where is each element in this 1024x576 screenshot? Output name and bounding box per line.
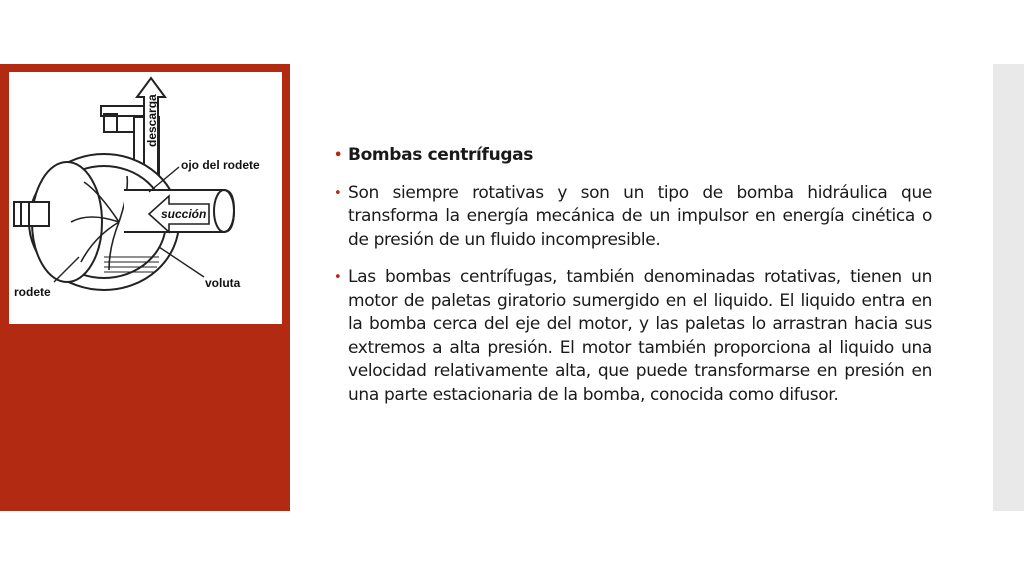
bullet-item (334, 266, 932, 407)
bullet-glyph: • (334, 185, 342, 201)
bullet-list (334, 144, 932, 421)
bullet-text: Son siempre rotativas y son un tipo de bomba hidráulica que transforma la energía mecánica de un impulsor en energía cinética o de presión de un fluido incompresible. (348, 182, 932, 250)
pump-diagram (9, 72, 282, 324)
label-ojo-del-rodete: ojo del rodete (181, 158, 260, 172)
centrifugal-pump-illustration (9, 72, 282, 324)
label-succion: succión (161, 207, 207, 221)
bullet-glyph: • (334, 270, 342, 285)
label-descarga: descarga (145, 94, 159, 147)
bullet-title-text: Bombas centrífugas (348, 145, 534, 165)
label-rodete: rodete (14, 285, 51, 299)
bullet-glyph: • (334, 148, 342, 163)
bullet-text: Las bombas centrífugas, también denominadas rotativas, tienen un motor de paletas giratorio sumergido en el liquido. El liquido entra en la bomba cerca del eje del motor, y las paletas lo arrastran hacia sus extremos a alta presión. El motor también proporciona al liquido una velocidad relativamente alta, que puede transformarse en presión en una parte estacionaria de la bomba, conocida como difusor. (348, 267, 932, 405)
bullet-item (334, 144, 932, 168)
bullet-item (334, 182, 932, 253)
label-voluta: voluta (205, 276, 241, 290)
side-strip (993, 64, 1024, 511)
